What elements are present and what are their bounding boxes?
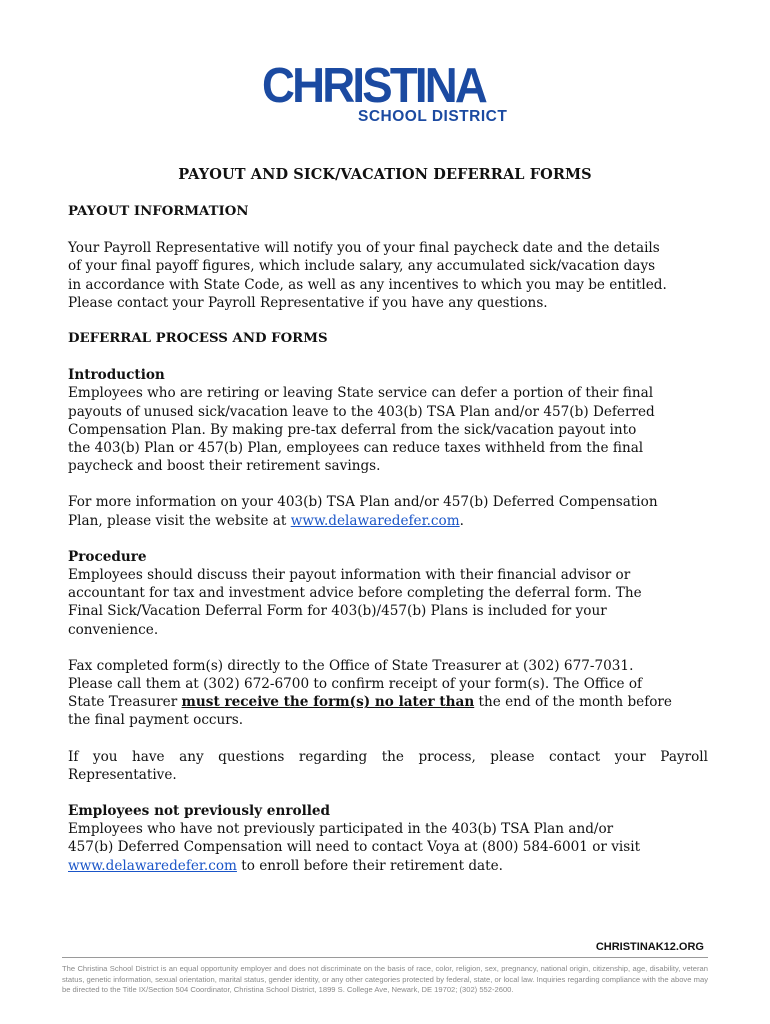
- enroll-text: to enroll before their retirement date.: [236, 857, 503, 874]
- fax-text: State Treasurer: [68, 694, 182, 711]
- info-period: .: [459, 512, 464, 529]
- intro-line: Compensation Plan. By making pre-tax deferral from the sick/vacation payout into: [68, 421, 637, 438]
- fax-line: Fax completed form(s) directly to the Office of State Treasurer at (302) 677-7031.: [68, 657, 634, 674]
- footer-website[interactable]: CHRISTINAK12.ORG: [595, 941, 704, 953]
- procedure-line: convenience.: [68, 621, 159, 638]
- footer-eeo-notice: The Christina School District is an equal opportunity employer and does not discriminate on the basis of race, color, religion, sex, pregnancy, national origin, citizenship, age, disability, veteran status, genetic information, sexual orientation, marital status, gender identity, or any other categories protected by federal, state, or local law. Inquiries regarding compliance with the above may be directed to the Title IX/Section 504 Coordinator, Christina School District, 1899 S. College Ave, Newark, DE 19702; (302) 552-2600.: [62, 964, 708, 994]
- intro-line: paycheck and boost their retirement savings.: [68, 458, 381, 475]
- questions-line: If you have any questions regarding the process, please contact your Payroll: [68, 748, 708, 765]
- payout-line: of your final payoff figures, which include salary, any accumulated sick/vacation days: [68, 258, 656, 275]
- document-body: [68, 203, 708, 875]
- not-enrolled-line: Employees who have not previously participated in the 403(b) TSA Plan and/or: [68, 821, 614, 838]
- procedure-line: accountant for tax and investment advice before completing the deferral form. The: [68, 585, 642, 602]
- fax-line: Please call them at (302) 672-6700 to confirm receipt of your form(s). The Office of: [68, 676, 643, 693]
- not-enrolled-paragraph: [68, 820, 708, 875]
- footer-divider: [62, 957, 708, 958]
- more-info-paragraph: [68, 493, 708, 529]
- payout-line: Please contact your Payroll Representative if you have any questions.: [68, 294, 548, 311]
- questions-line: Representative.: [68, 766, 177, 783]
- questions-paragraph: [68, 748, 708, 784]
- info-line: [68, 512, 708, 530]
- fax-text: the end of the month before: [474, 694, 672, 711]
- delawaredefer-enroll-link[interactable]: www.delawaredefer.com: [68, 857, 237, 874]
- procedure-heading: Procedure: [68, 548, 147, 565]
- fax-line: [68, 693, 708, 711]
- info-text: Plan, please visit the website at: [68, 512, 291, 529]
- not-enrolled-heading: Employees not previously enrolled: [68, 803, 331, 820]
- page-title: PAYOUT AND SICK/VACATION DEFERRAL FORMS: [178, 166, 592, 183]
- intro-line: the 403(b) Plan or 457(b) Plan, employees can reduce taxes withheld from the final: [68, 440, 644, 457]
- delawaredefer-link[interactable]: www.delawaredefer.com: [290, 512, 460, 529]
- district-logo: [262, 59, 512, 128]
- procedure-paragraph: [68, 566, 708, 639]
- fax-paragraph: [68, 657, 708, 730]
- introduction-heading: Introduction: [68, 367, 165, 384]
- payout-line: in accordance with State Code, as well as any incentives to which you may be entitled.: [68, 276, 667, 293]
- intro-line: payouts of unused sick/vacation leave to the 403(b) TSA Plan and/or 457(b) Deferred: [68, 403, 655, 420]
- fax-line: the final payment occurs.: [68, 712, 244, 729]
- deferral-heading: DEFERRAL PROCESS AND FORMS: [68, 331, 328, 347]
- procedure-line: Final Sick/Vacation Deferral Form for 403(b)/457(b) Plans is included for your: [68, 603, 607, 620]
- payout-line: Your Payroll Representative will notify you of your final paycheck date and the details: [68, 240, 660, 257]
- logo-wordmark: CHRISTINA: [262, 59, 485, 113]
- info-line: For more information on your 403(b) TSA Plan and/or 457(b) Deferred Compensation: [68, 494, 658, 511]
- not-enrolled-line: 457(b) Deferred Compensation will need to contact Voya at (800) 584-6001 or visit: [68, 839, 641, 856]
- logo-tagline: SCHOOL DISTRICT: [358, 108, 508, 125]
- payout-paragraph: [68, 239, 708, 312]
- intro-line: Employees who are retiring or leaving State service can defer a portion of their final: [68, 385, 654, 402]
- procedure-line: Employees should discuss their payout information with their financial advisor or: [68, 567, 631, 584]
- deadline-emphasis: must receive the form(s) no later than: [181, 694, 475, 711]
- introduction-paragraph: [68, 384, 708, 475]
- not-enrolled-line: [68, 857, 708, 875]
- payout-heading: PAYOUT INFORMATION: [68, 204, 249, 219]
